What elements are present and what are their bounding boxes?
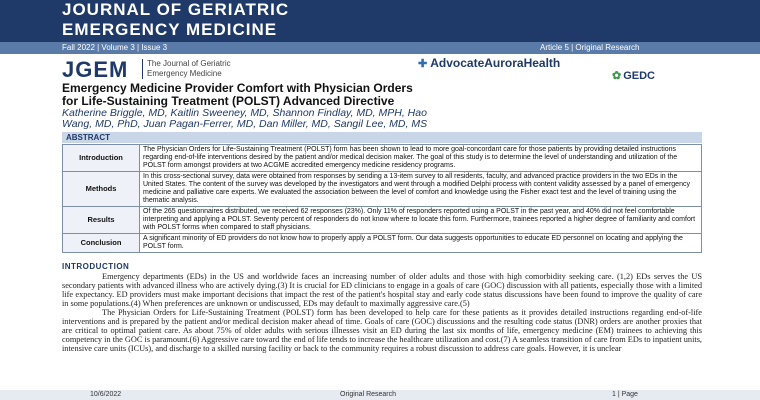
sponsor-primary-label: AdvocateAuroraHealth [430,56,561,70]
abstract-text-results: Of the 265 questionnaires distributed, we received 62 responses (23%). Only 11% of responders reported using a POLST in the past year, and 40% did not feel comfortable interpreting and applying a POLST. Seventy percent of responders do not know where to locate this form. Furthermore, trainees reported a higher degree of familiarity and comfort with POLST forms when compared to staff physicians. [140,207,702,234]
abstract-row [63,145,702,172]
journal-title: JOURNAL OF GERIATRIC EMERGENCY MEDICINE [62,0,290,39]
abstract-table [62,144,702,253]
abstract-heading: ABSTRACT [62,132,702,143]
abstract-label-introduction: Introduction [63,145,140,172]
abstract-text-methods: In this cross-sectional survey, data were obtained from responses by sending a 13-item survey to all residents, faculty, and advanced practice providers in the two EDs in the United States. The content of the survey was developed by the investigators and went through a modified Delphi process with content validity assessed by a panel of emergency medicine and palliative care experts. We evaluated the association between the level of comfort and knowledge using the Fisher exact test and the level of training using the thematic analysis. [140,172,702,207]
body-paragraph: The Physician Orders for Life-Sustaining Treatment (POLST) form has been developed to help care for these patients as it provides detailed instructions regarding end-of-life interventions and is prepared by the patient and/or medical decision maker ahead of time. Goals of care (GOC) discussions and the resulting code status (DNR) orders are another proxies that are critical to optimal patient care. As about 75% of older adults with serious illnesses visit an ED during the last six months of life, emergency medicine (EM) trainees to achieving this competency in the GOC is paramount.(6) Aggressive care toward the end of life tends to increase the healthcare utilization and cost.(7) A seamless transition of care from EDs to inpatient units, intensive care units (ICUs), and discharge to a skilled nursing facility or back to the community requires a robust discussion to address care goals. However, it is unclear [62,308,702,353]
footer-page-number: 1 | Page [612,391,638,398]
jgem-logo-subtitle: The Journal of Geriatric Emergency Medicine [142,59,231,79]
abstract-label-conclusion: Conclusion [63,234,140,253]
jgem-logo: JGEM [62,57,129,82]
abstract-row [63,207,702,234]
issue-meta-bar [0,42,760,54]
abstract-label-methods: Methods [63,172,140,207]
footer-date: 10/6/2022 [90,391,122,398]
sponsor-advocate-aurora [418,56,560,70]
author-list: Katherine Briggle, MD, Kaitlin Sweeney, MD, Shannon Findlay, MD, MPH, Hao Wang, MD, PhD, Juan Pagan-Ferrer, MD, Dan Miller, MD, Sangil Lee, MD, MS [62,107,428,130]
abstract-row [63,172,702,207]
issue-info: Fall 2022 | Volume 3 | Issue 3 [62,43,168,52]
cross-icon: ✚ [418,58,428,70]
page-footer [0,390,760,400]
article-title: Emergency Medicine Provider Comfort with Physician Orders for Life-Sustaining Treatment (POLST) Advanced Directive [62,81,413,108]
introduction-body [62,272,702,353]
sponsor-secondary-label: GEDC [623,70,655,82]
introduction-heading: INTRODUCTION [62,262,130,271]
journal-banner [0,0,760,42]
body-paragraph: Emergency departments (EDs) in the US and worldwide faces an increasing number of older adults and those with high comorbidity seeking care. (1,2) EDs serves the US secondary patients with advanced illness who are actively dying.(3) It is crucial for ED clinicians to engage in a goals of care (GOC) discussion with all patients, especially those with a limited life expectancy. ED providers must make important decisions that impact the rest of the patient's hospital stay and early code status discussions have been found to improve the quality of care in some populations.(4) When preferences are unknown or undiscussed, EDs may default to maximally aggressive care.(5) [62,272,702,308]
flower-icon: ✿ [612,70,622,82]
article-info: Article 5 | Original Research [540,43,640,52]
abstract-label-results: Results [63,207,140,234]
abstract-text-conclusion: A significant minority of ED providers do not know how to properly apply a POLST form. Our data suggests opportunities to educate ED personnel on locating and applying the POLST form. [140,234,702,253]
abstract-row [63,234,702,253]
footer-article-type: Original Research [340,391,397,398]
abstract-text-introduction: The Physician Orders for Life-Sustaining Treatment (POLST) form has been shown to lead to more goal-concordant care for those patients by providing detailed instructions regarding end-of-life interventions desired by the patient and/or medical decision maker. The goal of this study is to determine the level of understanding and utilization of the POLST form amongst providers at two ACGME accredited emergency medicine residency programs. [140,145,702,172]
sponsor-gedc [612,69,655,82]
brand-row [0,54,760,82]
